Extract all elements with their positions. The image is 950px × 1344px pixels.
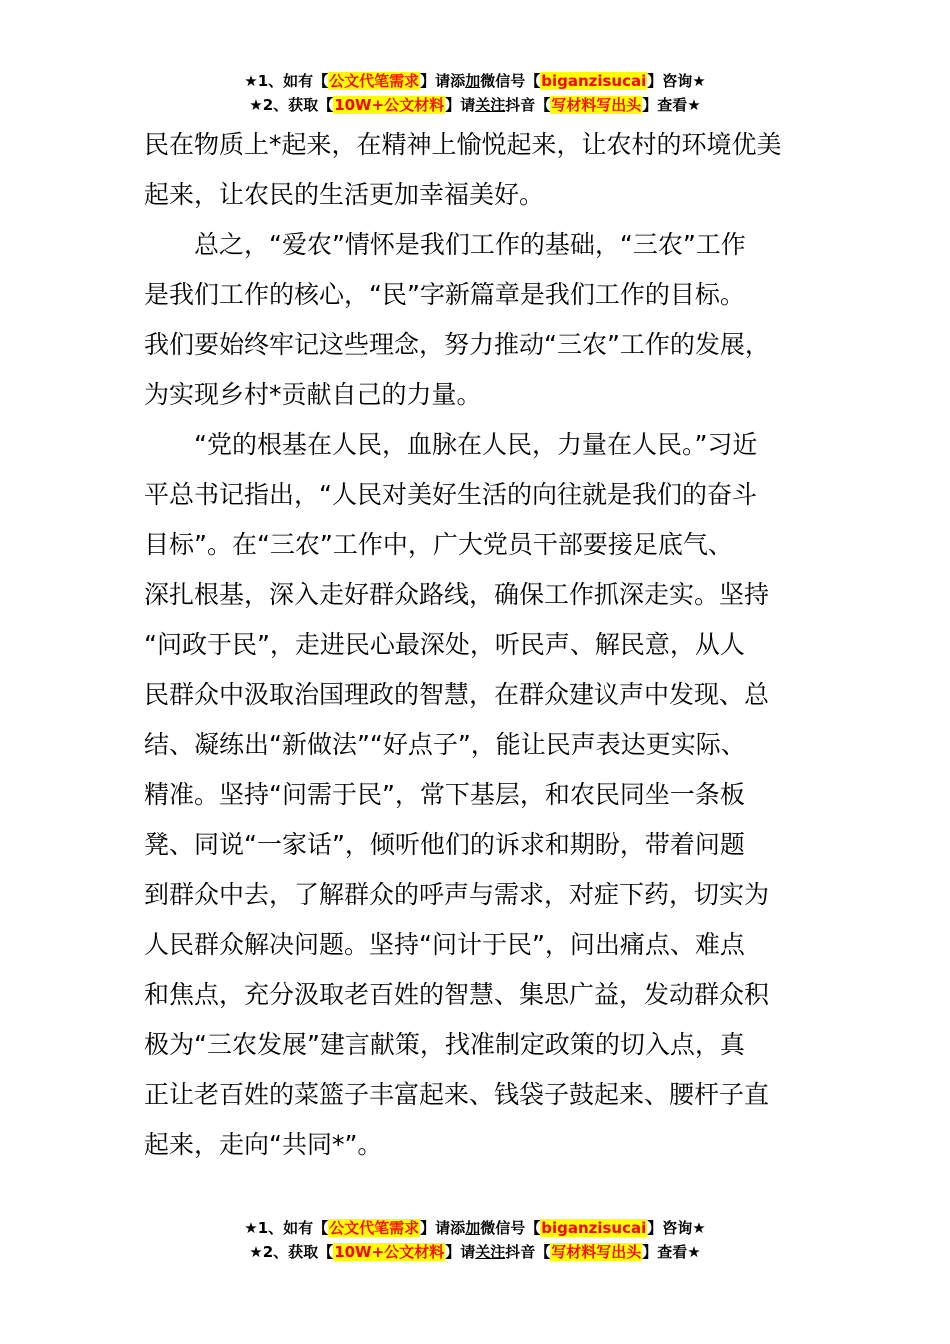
header-text: 】请 [445, 96, 476, 114]
body-line: 深扎根基，深入走好群众路线，确保工作抓深走实。坚持 [144, 580, 770, 609]
document-body [144, 120, 814, 1170]
footer-text: ★1、如有【 [244, 1219, 329, 1237]
footer-text: ★2、获取【 [249, 1243, 334, 1261]
footer-text: 】咨询★ [647, 1219, 706, 1237]
body-line: 结、凝练出“新做法”“好点子”，能让民声表达更实际、 [144, 730, 746, 759]
highlighted-douyin-name: 写材料写出头 [551, 96, 642, 114]
body-line: 起来，走向“共同*”。 [144, 1130, 383, 1159]
highlighted-text: 10W+公文材料 [334, 1243, 445, 1261]
body-line: 人民群众解决问题。坚持“问计于民”，问出痛点、难点 [144, 930, 745, 959]
header-text: ★1、如有【 [244, 72, 329, 90]
underlined-text: 加 [465, 72, 481, 90]
footer-banner [0, 1216, 950, 1264]
underlined-text: 加 [465, 1219, 481, 1237]
highlighted-wechat-id: biganzisucai [541, 1219, 647, 1237]
body-line: 起来，让农民的生活更加幸福美好。 [144, 180, 545, 209]
body-line: 为实现乡村*贡献自己的力量。 [144, 380, 482, 409]
body-line: 凳、同说“一家话”，倾听他们的诉求和期盼，带着问题 [144, 830, 745, 859]
highlighted-text: 公文代笔需求 [329, 72, 420, 90]
body-line: “问政于民”，走进民心最深处，听民声、解民意，从人 [144, 630, 745, 659]
body-line: 平总书记指出，“人民对美好生活的向往就是我们的奋斗 [144, 480, 757, 509]
body-line: 极为“三农发展”建言献策，找准制定政策的切入点，真 [144, 1030, 745, 1059]
header-line-2 [0, 93, 950, 117]
header-text: 】咨询★ [647, 72, 706, 90]
body-line: 民在物质上*起来，在精神上愉悦起来，让农村的环境优美 [144, 130, 782, 159]
header-text: 微信号【 [480, 72, 541, 90]
highlighted-douyin-name: 写材料写出头 [551, 1243, 642, 1261]
body-line: 到群众中去，了解群众的呼声与需求，对症下药，切实为 [144, 880, 770, 909]
highlighted-text: 10W+公文材料 [334, 96, 445, 114]
header-text: 】请添 [420, 72, 466, 90]
body-line: 总之，“爱农”情怀是我们工作的基础，“三农”工作 [144, 230, 746, 259]
footer-text: 】请 [445, 1243, 476, 1261]
body-line: “党的根基在人民，血脉在人民，力量在人民。”习近 [144, 430, 758, 459]
highlighted-text: 公文代笔需求 [329, 1219, 420, 1237]
header-banner [0, 69, 950, 117]
footer-text: 】查看★ [642, 1243, 701, 1261]
header-text: 抖音【 [505, 96, 551, 114]
footer-line-1 [0, 1216, 950, 1240]
underlined-text: 关注 [475, 96, 506, 114]
body-line: 民群众中汲取治国理政的智慧，在群众建议声中发现、总 [144, 680, 770, 709]
body-line: 和焦点，充分汲取老百姓的智慧、集思广益，发动群众积 [144, 980, 770, 1009]
footer-line-2 [0, 1240, 950, 1264]
body-line: 精准。坚持“问需于民”，常下基层，和农民同坐一条板 [144, 780, 745, 809]
header-line-1 [0, 69, 950, 93]
header-text: ★2、获取【 [249, 96, 334, 114]
underlined-text: 关注 [475, 1243, 506, 1261]
footer-text: 】请添 [420, 1219, 466, 1237]
highlighted-wechat-id: biganzisucai [541, 72, 647, 90]
footer-text: 抖音【 [505, 1243, 551, 1261]
body-line: 是我们工作的核心，“民”字新篇章是我们工作的目标。 [144, 280, 745, 309]
body-line: 正让老百姓的菜篮子丰富起来、钱袋子鼓起来、腰杆子直 [144, 1080, 770, 1109]
footer-text: 微信号【 [480, 1219, 541, 1237]
body-line: 我们要始终牢记这些理念，努力推动“三农”工作的发展， [144, 330, 770, 359]
body-line: 目标”。在“三农”工作中，广大党员干部要接足底气、 [144, 530, 733, 559]
header-text: 】查看★ [642, 96, 701, 114]
